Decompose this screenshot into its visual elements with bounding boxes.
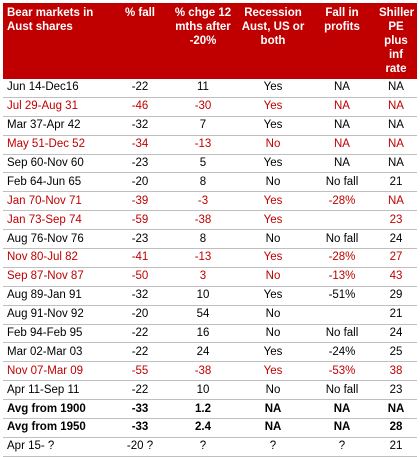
cell-pct-chge: -3 bbox=[169, 192, 237, 211]
cell-recession: No bbox=[237, 381, 309, 400]
cell-recession: NA bbox=[237, 400, 309, 419]
cell-pct-fall: -22 bbox=[111, 343, 169, 362]
cell-profit-fall: NA bbox=[309, 97, 375, 116]
cell-period: Sep 60-Nov 60 bbox=[3, 154, 111, 173]
cell-period: Apr 11-Sep 11 bbox=[3, 381, 111, 400]
cell-shiller-pe: 25 bbox=[375, 343, 417, 362]
cell-shiller-pe: 28 bbox=[375, 419, 417, 438]
header-bear-markets: Bear markets in Aust shares bbox=[3, 3, 111, 79]
table-row bbox=[3, 381, 417, 400]
cell-profit-fall: NA bbox=[309, 79, 375, 97]
cell-shiller-pe: NA bbox=[375, 154, 417, 173]
cell-recession: NA bbox=[237, 419, 309, 438]
cell-profit-fall: -13% bbox=[309, 267, 375, 286]
cell-profit-fall: No fall bbox=[309, 381, 375, 400]
cell-pct-chge: -38 bbox=[169, 211, 237, 230]
cell-recession: No bbox=[237, 305, 309, 324]
cell-profit-fall: No fall bbox=[309, 230, 375, 249]
cell-recession: No bbox=[237, 267, 309, 286]
cell-period: Jan 70-Nov 71 bbox=[3, 192, 111, 211]
cell-shiller-pe: 27 bbox=[375, 249, 417, 268]
cell-pct-fall: -22 bbox=[111, 79, 169, 97]
cell-pct-chge: 3 bbox=[169, 267, 237, 286]
cell-pct-chge: 54 bbox=[169, 305, 237, 324]
cell-shiller-pe: NA bbox=[375, 79, 417, 97]
cell-profit-fall: NA bbox=[309, 154, 375, 173]
table-row bbox=[3, 305, 417, 324]
cell-pct-fall: -22 bbox=[111, 381, 169, 400]
cell-recession: Yes bbox=[237, 97, 309, 116]
header-pct-fall: % fall bbox=[111, 3, 169, 79]
cell-pct-chge: 10 bbox=[169, 381, 237, 400]
cell-profit-fall bbox=[309, 211, 375, 230]
cell-pct-chge: 7 bbox=[169, 116, 237, 135]
cell-profit-fall: -28% bbox=[309, 192, 375, 211]
cell-profit-fall: No fall bbox=[309, 324, 375, 343]
cell-period: Aug 91-Nov 92 bbox=[3, 305, 111, 324]
cell-period: Apr 15- ? bbox=[3, 437, 111, 456]
cell-recession: Yes bbox=[237, 116, 309, 135]
header-fall-in-profits: Fall in profits bbox=[309, 3, 375, 79]
table-row bbox=[3, 116, 417, 135]
table-body bbox=[3, 79, 417, 456]
cell-pct-fall: -39 bbox=[111, 192, 169, 211]
cell-pct-fall: -50 bbox=[111, 267, 169, 286]
table-row bbox=[3, 211, 417, 230]
table-row bbox=[3, 324, 417, 343]
cell-shiller-pe: 24 bbox=[375, 324, 417, 343]
cell-period: Feb 94-Feb 95 bbox=[3, 324, 111, 343]
cell-pct-fall: -34 bbox=[111, 135, 169, 154]
cell-profit-fall: -51% bbox=[309, 286, 375, 305]
cell-profit-fall bbox=[309, 305, 375, 324]
cell-pct-chge: 8 bbox=[169, 230, 237, 249]
cell-period: Aug 76-Nov 76 bbox=[3, 230, 111, 249]
cell-pct-fall: -23 bbox=[111, 230, 169, 249]
cell-pct-chge: 1.2 bbox=[169, 400, 237, 419]
cell-recession: Yes bbox=[237, 362, 309, 381]
cell-period: Jul 29-Aug 31 bbox=[3, 97, 111, 116]
cell-shiller-pe: 21 bbox=[375, 437, 417, 456]
cell-pct-chge: 16 bbox=[169, 324, 237, 343]
header-recession: Recession Aust, US or both bbox=[237, 3, 309, 79]
cell-shiller-pe: NA bbox=[375, 116, 417, 135]
table-row bbox=[3, 173, 417, 192]
cell-period: May 51-Dec 52 bbox=[3, 135, 111, 154]
cell-period: Sep 87-Nov 87 bbox=[3, 267, 111, 286]
header-shiller-pe: Shiller PE plus inf rate bbox=[375, 3, 417, 79]
table-row bbox=[3, 249, 417, 268]
cell-profit-fall: NA bbox=[309, 116, 375, 135]
cell-period: Jan 73-Sep 74 bbox=[3, 211, 111, 230]
cell-profit-fall: NA bbox=[309, 400, 375, 419]
cell-pct-chge: 10 bbox=[169, 286, 237, 305]
cell-profit-fall: -24% bbox=[309, 343, 375, 362]
cell-recession: Yes bbox=[237, 211, 309, 230]
cell-period: Mar 02-Mar 03 bbox=[3, 343, 111, 362]
cell-recession: No bbox=[237, 230, 309, 249]
table-row bbox=[3, 97, 417, 116]
table-row bbox=[3, 362, 417, 381]
cell-shiller-pe: 38 bbox=[375, 362, 417, 381]
cell-period: Nov 80-Jul 82 bbox=[3, 249, 111, 268]
cell-pct-fall: -22 bbox=[111, 324, 169, 343]
cell-shiller-pe: NA bbox=[375, 97, 417, 116]
table-row bbox=[3, 437, 417, 456]
table-row bbox=[3, 267, 417, 286]
cell-pct-fall: -20 bbox=[111, 305, 169, 324]
cell-recession: Yes bbox=[237, 79, 309, 97]
cell-pct-fall: -32 bbox=[111, 116, 169, 135]
cell-recession: ? bbox=[237, 437, 309, 456]
cell-pct-fall: -46 bbox=[111, 97, 169, 116]
table-row bbox=[3, 230, 417, 249]
table-row bbox=[3, 419, 417, 438]
cell-profit-fall: -53% bbox=[309, 362, 375, 381]
cell-pct-chge: -13 bbox=[169, 249, 237, 268]
cell-pct-chge: 8 bbox=[169, 173, 237, 192]
cell-profit-fall: NA bbox=[309, 419, 375, 438]
cell-pct-fall: -33 bbox=[111, 419, 169, 438]
table-row bbox=[3, 286, 417, 305]
cell-pct-fall: -59 bbox=[111, 211, 169, 230]
cell-recession: No bbox=[237, 173, 309, 192]
cell-period: Mar 37-Apr 42 bbox=[3, 116, 111, 135]
table-row bbox=[3, 400, 417, 419]
bear-markets-table bbox=[3, 3, 417, 457]
cell-period: Jun 14-Dec16 bbox=[3, 79, 111, 97]
cell-pct-fall: -41 bbox=[111, 249, 169, 268]
cell-pct-fall: -20 bbox=[111, 173, 169, 192]
cell-pct-chge: 5 bbox=[169, 154, 237, 173]
table-row bbox=[3, 135, 417, 154]
cell-shiller-pe: 21 bbox=[375, 305, 417, 324]
table-row bbox=[3, 154, 417, 173]
cell-profit-fall: NA bbox=[309, 135, 375, 154]
cell-shiller-pe: NA bbox=[375, 192, 417, 211]
cell-profit-fall: No fall bbox=[309, 173, 375, 192]
cell-pct-chge: -13 bbox=[169, 135, 237, 154]
header-pct-chge-12-mths: % chge 12 mths after -20% bbox=[169, 3, 237, 79]
cell-pct-fall: -23 bbox=[111, 154, 169, 173]
cell-profit-fall: -28% bbox=[309, 249, 375, 268]
cell-pct-fall: -33 bbox=[111, 400, 169, 419]
cell-pct-chge: -30 bbox=[169, 97, 237, 116]
cell-profit-fall: ? bbox=[309, 437, 375, 456]
header-row bbox=[3, 3, 417, 79]
cell-period: Avg from 1950 bbox=[3, 419, 111, 438]
cell-period: Nov 07-Mar 09 bbox=[3, 362, 111, 381]
cell-pct-chge: 2.4 bbox=[169, 419, 237, 438]
cell-period: Feb 64-Jun 65 bbox=[3, 173, 111, 192]
cell-recession: Yes bbox=[237, 154, 309, 173]
cell-shiller-pe: NA bbox=[375, 135, 417, 154]
cell-period: Aug 89-Jan 91 bbox=[3, 286, 111, 305]
cell-pct-fall: -55 bbox=[111, 362, 169, 381]
cell-recession: Yes bbox=[237, 249, 309, 268]
cell-shiller-pe: 23 bbox=[375, 381, 417, 400]
table-row bbox=[3, 192, 417, 211]
cell-period: Avg from 1900 bbox=[3, 400, 111, 419]
cell-pct-fall: -32 bbox=[111, 286, 169, 305]
cell-shiller-pe: 23 bbox=[375, 211, 417, 230]
table-row bbox=[3, 343, 417, 362]
cell-pct-chge: 11 bbox=[169, 79, 237, 97]
cell-shiller-pe: 21 bbox=[375, 173, 417, 192]
cell-recession: Yes bbox=[237, 192, 309, 211]
cell-shiller-pe: 24 bbox=[375, 230, 417, 249]
cell-shiller-pe: NA bbox=[375, 400, 417, 419]
cell-recession: No bbox=[237, 135, 309, 154]
cell-shiller-pe: 43 bbox=[375, 267, 417, 286]
cell-pct-fall: -20 ? bbox=[111, 437, 169, 456]
cell-pct-chge: -38 bbox=[169, 362, 237, 381]
cell-recession: Yes bbox=[237, 286, 309, 305]
table-row bbox=[3, 79, 417, 97]
cell-shiller-pe: 29 bbox=[375, 286, 417, 305]
cell-recession: No bbox=[237, 324, 309, 343]
cell-pct-chge: 24 bbox=[169, 343, 237, 362]
cell-pct-chge: ? bbox=[169, 437, 237, 456]
cell-recession: Yes bbox=[237, 343, 309, 362]
